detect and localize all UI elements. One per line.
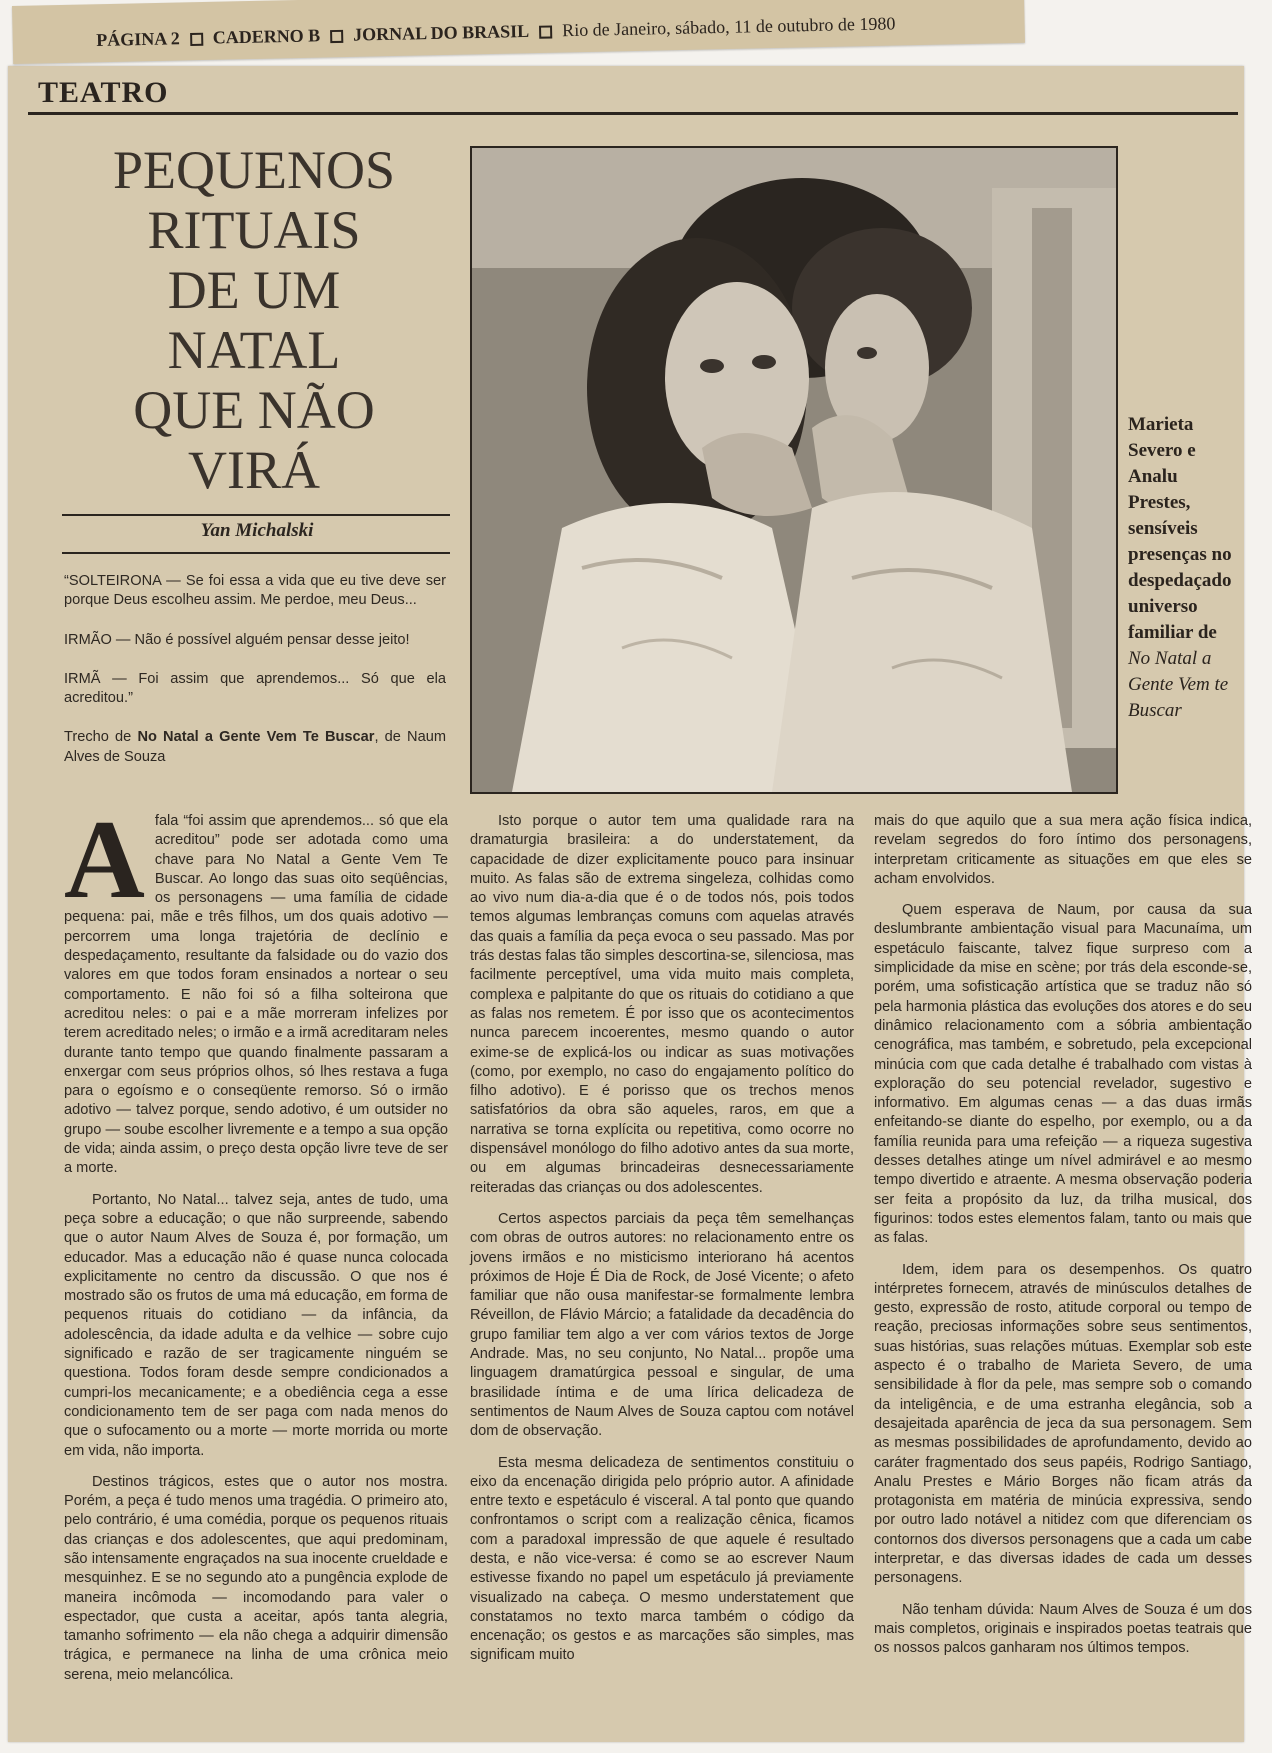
quote-source: Trecho de No Natal a Gente Vem Te Buscar, de Naum Alves de Souza	[64, 729, 446, 765]
headline-line: VIRÁ	[188, 440, 320, 500]
caption-text: Marieta Severo e Analu Prestes, sensíveis presenças no despedaçado universo familiar de	[1128, 414, 1232, 643]
photo-illustration	[472, 148, 1116, 792]
article-column-3	[874, 812, 1252, 1670]
paragraph: Destinos trágicos, estes que o autor nos mostra. Porém, a peça é tudo menos uma tragédia. O primeiro ato, pelo contrário, é uma comédia, porque os pequenos rituais das crianças e dos adolescentes, que aqui predominam, são intensamente engraçados na sua inocente crueldade e mesquinhez. E se no segundo ato a pungência explode de maneira incômoda — incomodando para valer o espectador, que custa a aceitar, após tanta alegria, tamanho sofrimento — ela não chega a adquirir dimensão trágica, e permanece na linha de uma crônica meio serena, meio melancólica.	[64, 1473, 448, 1683]
quote-line: “SOLTEIRONA — Se foi essa a vida que eu tive deve ser porque Deus escolheu assim. Me perdoe, meu Deus...	[64, 573, 446, 609]
byline-bottom-rule	[62, 552, 450, 554]
quote-line: IRMÃ — Foi assim que aprendemos... Só que ela acreditou.”	[64, 670, 446, 707]
quote-line: IRMÃO — Não é possível alguém pensar desse jeito!	[64, 631, 410, 648]
drop-cap: A	[64, 798, 145, 922]
separator-square-icon	[539, 26, 552, 39]
play-title: No Natal a Gente Vem Te Buscar	[137, 729, 375, 746]
section-name: CADERNO B	[212, 25, 321, 48]
separator-square-icon	[190, 33, 203, 46]
headline-line: RITUAIS	[147, 200, 361, 260]
paragraph: fala “foi assim que aprendemos... só que ela acreditou” pode ser adotada como uma chave para No Natal a Gente Vem Te Buscar. Ao longo das suas oito seqüências, os personagens — uma família de cidade pequena: pai, mãe e três filhos, um dos quais adotivo — percorrem uma longa trajetória de declínio e despedaçamento, resultante da falsidade ou do vazio dos valores em que todos foram ensinados a nortear o seu comportamento. E não foi só a filha solteirona que acreditou neles: o pai e a mãe morreram infelizes por terem acreditado neles; o irmão e a irmã acreditaram neles durante tanto tempo que quando finalmente passaram a enxergar com seus próprios olhos, só lhes restava a fuga para o egoísmo e o conseqüente remorso. Só o irmão adotivo — talvez porque, sendo adotivo, é um outsider no grupo — soube escolher livremente e a tempo a sua opção de vida; ainda assim, o preço desta opção livre teve de ser a morte.	[64, 813, 448, 1177]
photo	[470, 146, 1118, 794]
epigraph-quote	[64, 572, 446, 787]
headline-line: DE UM	[167, 260, 341, 320]
paragraph: Idem, idem para os desempenhos. Os quatro intérpretes fornecem, através de minúsculos detalhes de gesto, expressão de rosto, atitude corporal ou tempo de reação, preciosas informações sobre seus sentimentos, suas histórias, suas relações mútuas. Exemplar sob este aspecto é o trabalho de Marieta Severo, de uma sensibilidade à flor da pele, mas sempre sob o comando da inteligência, e de uma estranha elegância, sob a desajeitada aparência de jeca da sua personagem. Sem as mesmas possibilidades de aprofundamento, devido ao caráter fragmentado dos seus papéis, Rodrigo Santiago, Analu Prestes e Mário Borges não ficam atrás da protagonista em matéria de minúcia expressiva, sendo por outro lado notável a nitidez com que diferenciam os contornos dos diversos personagens que a cada um cabe interpretar, e das diversas idades de cada um desses personagens.	[874, 1261, 1252, 1587]
caption-play-title: No Natal a Gente Vem te Buscar	[1128, 648, 1229, 721]
separator-square-icon	[330, 30, 343, 43]
paragraph: Não tenham dúvida: Naum Alves de Souza é um dos mais completos, originais e inspirados poetas teatrais que os nossos palcos ganharam nos últimos tempos.	[874, 1601, 1252, 1657]
paragraph: Certos aspectos parciais da peça têm semelhanças com obras de outros autores: no relacionamento entre os jovens irmãos e no misticismo interiorano há acentos próximos de Hoje É Dia de Rock, de José Vicente; o afeto familiar que não ousa manifestar-se formalmente lembra Réveillon, de Flávio Márcio; a fatalidade da decadência do grupo familiar tem algo a ver com vários textos de Jorge Andrade. Mas, no seu conjunto, No Natal... propõe uma linguagem dramatúrgica pessoal e singular, de uma brasilidade íntima e de uma lírica delicadeza de sentimentos de Naum Alves de Souza captou com notável dom de observação.	[470, 1210, 854, 1440]
section-top-rule	[28, 112, 1238, 115]
newspaper-name: JORNAL DO BRASIL	[352, 20, 530, 45]
paragraph: Quem esperava de Naum, por causa da sua deslumbrante ambientação visual para Macunaíma, um espetáculo faiscante, talvez fique surpreso com a simplicidade da mise en scène; por trás dela esconde-se, porém, uma sofisticação artística que se traduz não só pela harmonia plástica das evoluções dos atores e do seu dinâmico relacionamento com a sóbria ambientação cenográfica, mas também, e sobretudo, pela excepcional minúcia com que cada detalhe é trabalhado com vistas à exploração do seu potencial revelador, sugestivo e informativo. Em algumas cenas — a das duas irmãs enfeitando-se diante do espelho, por exemplo, ou a da família reunida para uma refeição — a riqueza sugestiva desses detalhes atinge um nível admirável e ao mesmo tempo divertido e atraente. A mesma observação poderia ser feita a propósito da luz, da trilha musical, dos figurinos: todos estes elementos falam, tanto ou mais que as falas.	[874, 902, 1252, 1247]
paragraph: Isto porque o autor tem uma qualidade rara na dramaturgia brasileira: a do understatement, da capacidade de dizer explicitamente pouco para insinuar muito. As falas são de extrema singeleza, colhidas como ao vivo num dia-a-dia que é o de todos nós, pois todos temos algumas lembranças comuns com aquelas através das quais a família da peça evoca o seu passado. Mas por trás destas falas tão simples descortina-se, silenciosa, mas facilmente perceptível, uma vida muito mais completa, complexa e palpitante do que os rituais do cotidiano a que as falas nos remetem. É por isso que os acontecimentos nunca parecem incoerentes, mesmo quando o autor exime-se de explicá-los ou indicar as suas motivações (como, por exemplo, no caso do engajamento político do filho adotivo). E é porisso que os trechos menos satisfatórios da obra são aqueles, raros, em que a narrativa se torna explícita ou repetitiva, como ocorre no dispensável monólogo do filho adotivo antes da sua morte, ou em algumas brincadeiras desnecessariamente reiteradas das crianças ou dos adolescentes.	[470, 813, 854, 1196]
byline: Yan Michalski	[200, 520, 314, 541]
section-label: TEATRO	[38, 76, 169, 109]
byline-top-rule	[62, 514, 450, 516]
paragraph: Portanto, No Natal... talvez seja, antes de tudo, uma peça sobre a educação; o que não surpreende, sabendo que o autor Naum Alves de Souza é, por formação, um educador. Mas a educação não é quase nunca colocada explicitamente no centro da discussão. O que nos é mostrado são os frutos de uma má educação, em forma de pequenos rituais do cotidiano — da infância, da adolescência, da idade adulta e da velhice — sobre cujo significado e razão de ser tragicamente ninguém se questiona. Todos foram desde sempre condicionados a cumpri-los mecanicamente; e a obediência cega a esse condicionamento tem de ser paga com nada menos do que o sufocamento ou a morte — morte morrida ou morte em vida, não importa.	[64, 1191, 448, 1459]
headline-line: NATAL	[167, 320, 341, 380]
publication-date: Rio de Janeiro, sábado, 11 de outubro de 1980	[561, 13, 896, 41]
page-number: PÁGINA 2	[96, 28, 180, 50]
article-headline	[64, 140, 444, 500]
article-column-1	[64, 798, 448, 1697]
headline-line: QUE NÃO	[133, 380, 375, 440]
paragraph: mais do que aquilo que a sua mera ação física indica, revelam segredos do foro íntimo dos personagens, interpretam criticamente as situações em que eles se acham envolvidos.	[874, 813, 1252, 887]
article-column-2	[470, 812, 854, 1678]
photo-caption	[1128, 412, 1244, 724]
paragraph: Esta mesma delicadeza de sentimentos constituiu o eixo da encenação dirigida pelo próprio autor. A afinidade entre texto e espetáculo é visceral. A tal ponto que quando confrontamos o script com a realização cênica, ficamos com a paradoxal impressão de que aquele é resultado desta, e não vice-versa: é como se ao escrever Naum estivesse fixando no papel um espetáculo já previamente visualizado na cabeça. O mesmo understatement que constatamos no texto marca também o código da encenação; os gestos e as marcações são simples, mas significam muito	[470, 1454, 854, 1664]
headline-line: PEQUENOS	[112, 140, 396, 200]
